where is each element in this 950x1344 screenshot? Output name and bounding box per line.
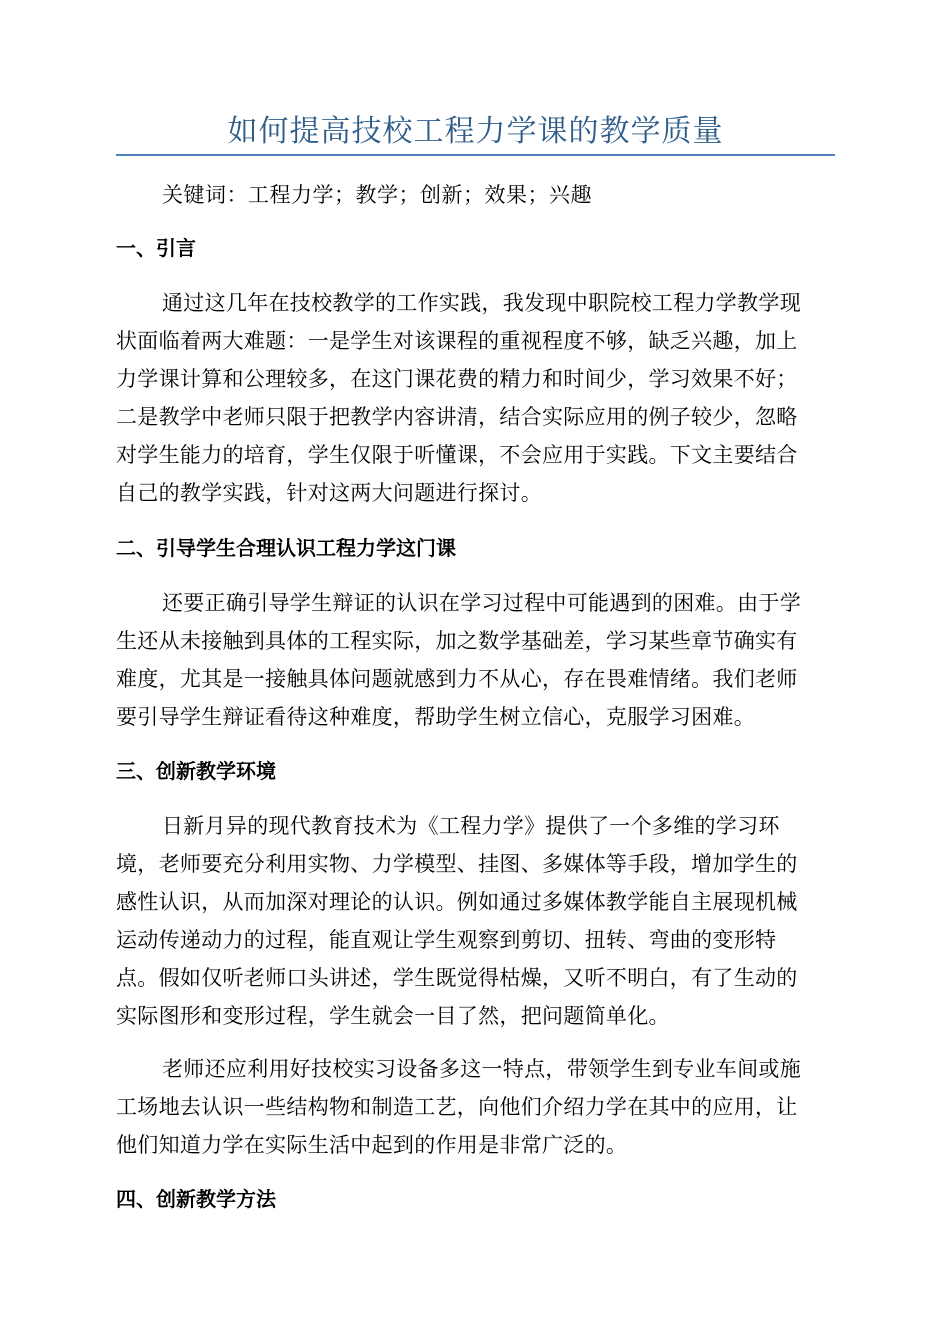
paragraph-line: 对学生能力的培育，学生仅限于听懂课，不会应用于实践。下文主要结合	[116, 443, 798, 467]
paragraph-line: 工场地去认识一些结构物和制造工艺，向他们介绍力学在其中的应用，让	[116, 1095, 798, 1119]
paragraph-line: 实际图形和变形过程，学生就会一目了然，把问题简单化。	[116, 1004, 670, 1028]
paragraph-guide-students	[116, 584, 836, 736]
paragraph-line: 状面临着两大难题：一是学生对该课程的重视程度不够，缺乏兴趣，加上	[116, 329, 798, 353]
keywords-line: 关键词：工程力学；教学；创新；效果；兴趣	[162, 183, 592, 207]
paragraph-line: 日新月异的现代教育技术为《工程力学》提供了一个多维的学习环	[162, 814, 780, 838]
paragraph-line: 感性认识，从而加深对理论的认识。例如通过多媒体教学能自主展现机械	[116, 890, 798, 914]
paragraph-line: 难度，尤其是一接触具体问题就感到力不从心，存在畏难情绪。我们老师	[116, 667, 798, 691]
paragraph-line: 力学课计算和公理较多，在这门课花费的精力和时间少，学习效果不好；	[116, 367, 798, 391]
paragraph-line: 通过这几年在技校教学的工作实践，我发现中职院校工程力学教学现	[162, 291, 801, 315]
paragraph-line: 二是教学中老师只限于把教学内容讲清，结合实际应用的例子较少，忽略	[116, 405, 798, 429]
paragraph-line: 老师还应利用好技校实习设备多这一特点，带领学生到专业车间或施	[162, 1057, 801, 1081]
section-heading-introduction: 一、引言	[116, 236, 196, 260]
section-heading-teaching-methods: 四、创新教学方法	[116, 1187, 276, 1211]
paragraph-line: 境，老师要充分利用实物、力学模型、挂图、多媒体等手段，增加学生的	[116, 852, 798, 876]
paragraph-line: 还要正确引导学生辩证的认识在学习过程中可能遇到的困难。由于学	[162, 591, 801, 615]
paragraph-teaching-environment-2	[116, 1050, 836, 1164]
section-heading-guide-students: 二、引导学生合理认识工程力学这门课	[116, 536, 456, 560]
section-heading-teaching-environment: 三、创新教学环境	[116, 759, 276, 783]
paragraph-introduction	[116, 284, 836, 512]
paragraph-line: 他们知道力学在实际生活中起到的作用是非常广泛的。	[116, 1133, 628, 1157]
paragraph-line: 要引导学生辩证看待这种难度，帮助学生树立信心，克服学习困难。	[116, 705, 755, 729]
paragraph-line: 运动传递动力的过程，能直观让学生观察到剪切、扭转、弯曲的变形特	[116, 928, 777, 952]
paragraph-teaching-environment-1	[116, 807, 836, 1035]
paragraph-line: 生还从未接触到具体的工程实际，加之数学基础差，学习某些章节确实有	[116, 629, 798, 653]
paragraph-line: 自己的教学实践，针对这两大问题进行探讨。	[116, 481, 542, 505]
document-title: 如何提高技校工程力学课的教学质量	[227, 114, 724, 149]
paragraph-line: 点。假如仅听老师口头讲述，学生既觉得枯燥，又听不明白，有了生动的	[116, 966, 798, 990]
title-underline	[116, 154, 835, 156]
